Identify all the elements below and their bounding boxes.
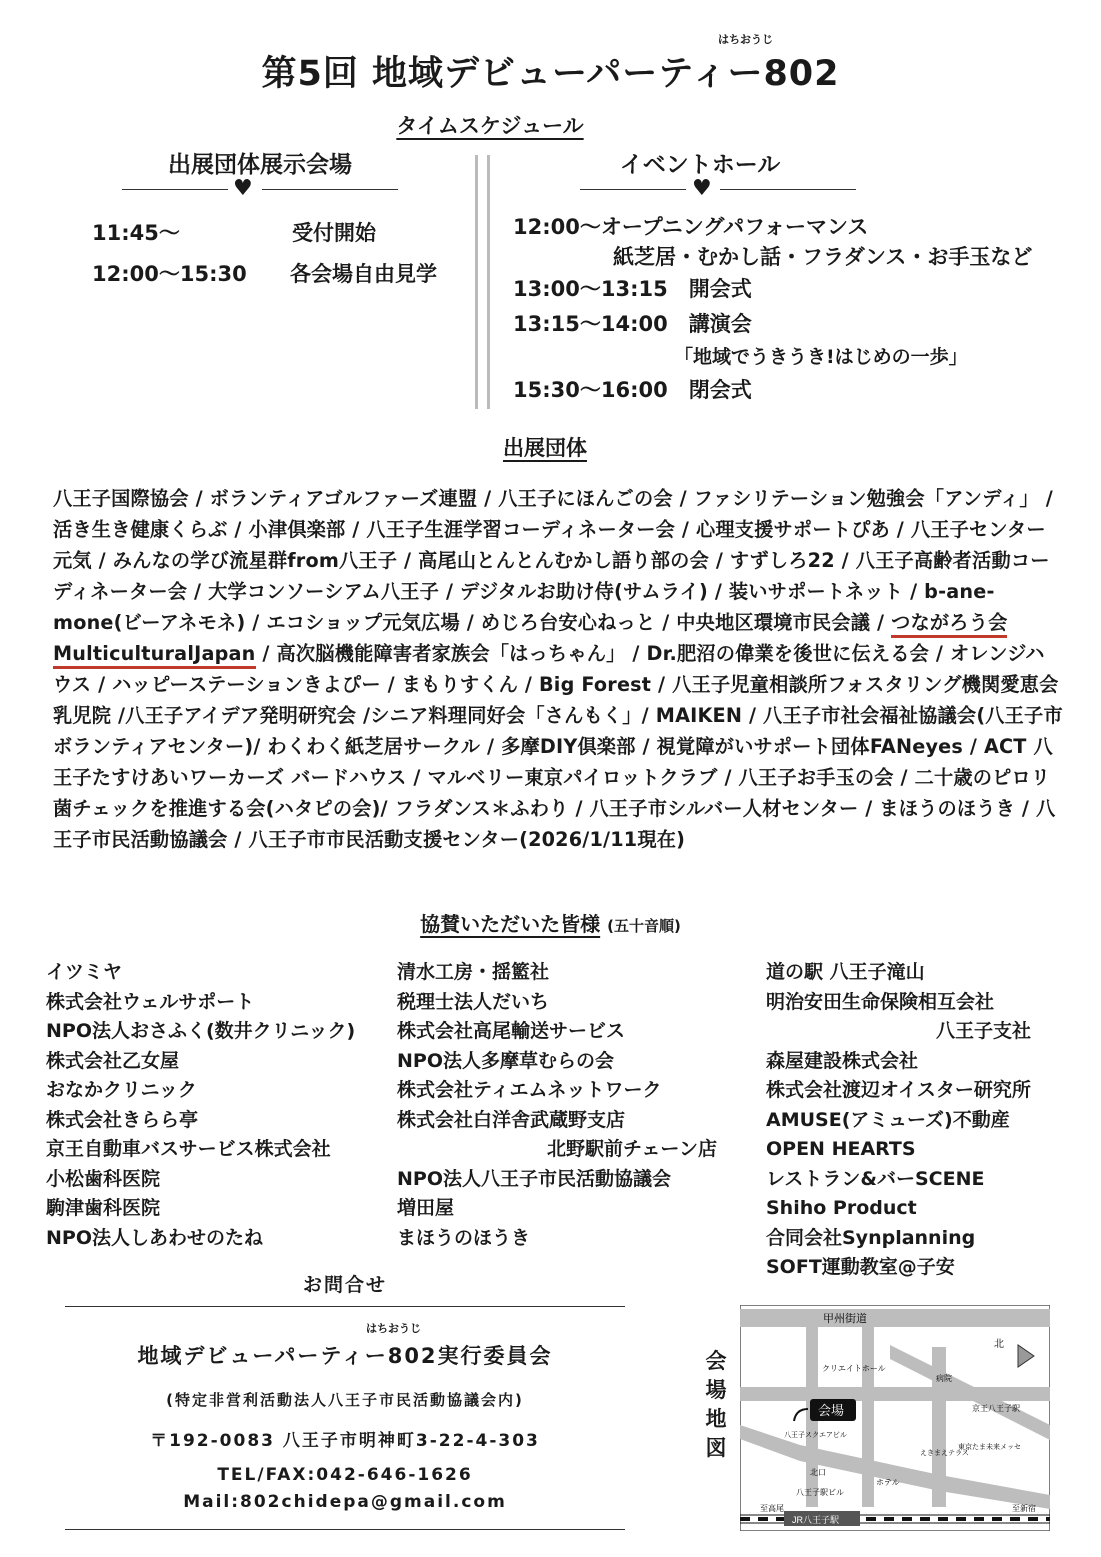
sponsor-name: 株式会社ウェルサポート: [46, 990, 255, 1013]
sponsors-note: (五十音順): [607, 917, 681, 935]
sponsors-heading-text: 協賛いただいた皆様: [420, 912, 601, 936]
sponsor-name-continued: 北野駅前チェーン店: [547, 1138, 718, 1160]
contact-tel: TEL/FAX:042-646-1626: [217, 1465, 473, 1485]
sponsor-name: AMUSE(アミューズ)不動産: [766, 1108, 1010, 1131]
schedule-heading-text: タイムスケジュール: [396, 114, 584, 138]
sponsor-name: 明治安田生命保険相互会社: [766, 990, 995, 1013]
sponsor-name: おなかクリニック: [46, 1079, 197, 1101]
schedule-line: 13:15〜14:00 講演会: [513, 312, 752, 336]
exhibitors-heading: [0, 432, 1090, 462]
sponsor-name: 小松歯科医院: [46, 1167, 161, 1190]
sponsor-name: 増田屋: [397, 1197, 455, 1219]
exhibit-venue-heading: 出展団体展示会場: [168, 152, 352, 178]
to-takao-label: 至高尾: [760, 1504, 784, 1513]
sponsor-name: 株式会社高尾輸送サービス: [397, 1020, 626, 1042]
sponsor-name-continued: 八王子支社: [936, 1020, 1032, 1042]
right-divider-a: [580, 189, 686, 190]
schedule-line: 12:00〜オープニングパフォーマンス: [513, 215, 869, 239]
sponsor-name: NPO法人多摩草むらの会: [397, 1049, 614, 1072]
sponsor-name: 京王自動車バスサービス株式会社: [46, 1138, 331, 1160]
sponsor-name: 清水工房・揺籃社: [397, 961, 550, 983]
left-divider-a: [122, 189, 228, 190]
column-separator-b: [487, 155, 490, 409]
sponsor-name: NPO法人おさふく(数井クリニック): [46, 1020, 356, 1042]
sponsor-name: Shiho Product: [766, 1197, 917, 1219]
contact-address: 〒192-0083 八王子市明神町3-22-4-303: [150, 1431, 540, 1451]
contact-sub: (特定非営利活動法人八王子市民活動協議会内): [166, 1391, 524, 1409]
column-separator-a: [475, 155, 478, 409]
exhibitors-text-before: 八王子国際協会 / ボランティアゴルファーズ連盟 / 八王子にほんごの会 / ファシリテーション勉強会「アンディ」 / 活き生き健康くらぶ / 小津倶楽部 / 八王子生涯学習コーディネーター会 / 心理支援サポートぴあ / 八王子センター元気 / みんなの学び流星群from八王子 / 高尾山とんとんむかし語り部の会 / すずしろ22 / 八王子高齢者活動コーディネーター会 / 大学コンソーシアム八王子 / デジタルお助け侍(サムライ) / 装いサポートネット / b-ane-mone(ビーアネモネ) / エコショップ元気広場 / めじろ台安心ねっと / 中央地区環境市民会議 /: [53, 487, 1053, 634]
sponsor-name: 森屋建設株式会社: [766, 1049, 919, 1072]
north-label: 北: [994, 1339, 1004, 1350]
sponsors-column-2: [397, 958, 717, 1253]
messe-label: 東京たま未来メッセ: [958, 1444, 1021, 1451]
sponsors-column-3: [766, 958, 1031, 1283]
title-ruby: はちおうじ: [718, 33, 773, 46]
sponsor-name: イツミヤ: [46, 961, 123, 983]
venue-label: 会場: [818, 1403, 845, 1418]
sponsors-heading: [0, 908, 1101, 937]
highlighted-exhibitor: つながろう会MulticulturalJapan: [53, 611, 1007, 669]
sponsor-name: NPO法人しあわせのたね: [46, 1226, 263, 1249]
road-horizontal: [740, 1387, 1050, 1401]
keio-station-label: 京王八王子駅: [972, 1404, 1020, 1413]
koshu-kaido-road: [740, 1309, 1050, 1327]
schedule-time: 11:45〜: [92, 221, 180, 245]
contact-mail: Mail:802chidepa@gmail.com: [183, 1492, 507, 1512]
sponsor-name: まほうのほうき: [397, 1226, 531, 1249]
station-bldg-label: 八王子駅ビル: [796, 1488, 844, 1497]
right-divider-b: [720, 189, 856, 190]
sponsor-name: OPEN HEARTS: [766, 1138, 916, 1160]
contact-heading: お問合せ: [302, 1274, 387, 1296]
sponsor-name: 株式会社白洋舎武蔵野支店: [397, 1108, 626, 1131]
ekimae-terrace-label: えきまえテラス: [920, 1450, 969, 1457]
schedule-line: 15:30〜16:00 閉会式: [513, 378, 752, 402]
sponsor-name: 株式会社渡辺オイスター研究所: [766, 1079, 1031, 1101]
sponsor-name: レストラン&バーSCENE: [766, 1167, 985, 1190]
contact-ruby: はちおうじ: [366, 1322, 421, 1335]
exhibitors-heading-text: 出展団体: [503, 436, 587, 460]
schedule-heading: [0, 110, 980, 140]
sponsor-name: 合同会社Synplanning: [766, 1226, 976, 1249]
heart-icon: ♥: [692, 176, 712, 201]
to-shinjuku-label: 至新宿: [1012, 1504, 1036, 1513]
sponsor-name: SOFT運動教室@子安: [766, 1256, 955, 1278]
sponsor-name: 駒津歯科医院: [46, 1197, 161, 1219]
venue-map: [740, 1305, 1050, 1531]
sponsor-name: 株式会社乙女屋: [46, 1049, 180, 1072]
contact-top-rule: [65, 1306, 625, 1307]
sponsor-name: 株式会社きらら亭: [46, 1108, 199, 1131]
sponsor-name: 株式会社ティエムネットワーク: [397, 1079, 662, 1101]
schedule-text: 各会場自由見学: [290, 262, 437, 286]
schedule-line: 13:00〜13:15 開会式: [513, 277, 752, 301]
left-divider-b: [262, 189, 398, 190]
road-vertical-b: [862, 1327, 874, 1507]
hospital-label: 病院: [936, 1374, 952, 1383]
hotel-label: ホテル: [876, 1478, 900, 1487]
road-label: 甲州街道: [823, 1313, 867, 1325]
sponsor-name: 道の駅 八王子滝山: [766, 961, 925, 983]
contact-org: 地域デビューパーティー802実行委員会: [137, 1344, 553, 1368]
sponsor-name: NPO法人八王子市民活動協議会: [397, 1167, 671, 1190]
kitaguchi-label: 北口: [810, 1468, 826, 1477]
exhibitors-list: [53, 483, 1063, 855]
square-bldg-label: 八王子スクエアビル: [784, 1432, 847, 1439]
map-label: 会場地図: [705, 1349, 727, 1460]
exhibitors-text-after: / 高次脳機能障害者家族会「はっちゃん」 / Dr.肥沼の偉業を後世に伝える会 / オレンジハウス / ハッピーステーションきよぴー / まもりすくん / Big Forest / 八王子児童相談所フォスタリング機関愛恵会乳児院 /八王子アイデア発明研究会 /シニア料理同好会「さんもく」/ MAIKEN / 八王子市社会福祉協議会(八王子市ボランティアセンター)/ わくわく紙芝居サークル / 多摩DIY倶楽部 / 視覚障がいサポート団体FANeyes / ACT 八王子たすけあいワーカーズ バードハウス / マルベリー東京パイロットクラブ / 八王子お手玉の会 / 二十歳のピロリ菌チェックを推進する会(ハタピの会)/ フラダンス＊ふわり / 八王子市シルバー人材センター / まほうのほうき / 八王子市民活動協議会 / 八王子市市民活動支援センター(2026/1/11現在): [53, 642, 1063, 851]
schedule-line: 紙芝居・むかし話・フラダンス・お手玉など: [613, 245, 1033, 269]
create-hall-label: クリエイトホール: [822, 1364, 886, 1373]
page-title: 第5回 地域デビューパーティー802: [261, 54, 840, 94]
sponsors-column-1: [46, 958, 355, 1253]
sponsor-name: 税理士法人だいち: [397, 990, 550, 1013]
schedule-text: 受付開始: [292, 221, 376, 245]
schedule-line: 「地域でうきうき!はじめの一歩」: [674, 346, 968, 368]
heart-icon: ♥: [233, 176, 253, 201]
schedule-time: 12:00〜15:30: [92, 262, 247, 286]
event-hall-heading: イベントホール: [619, 152, 781, 178]
jr-station-label: JR八王子駅: [792, 1515, 839, 1525]
contact-bottom-rule: [65, 1529, 625, 1530]
